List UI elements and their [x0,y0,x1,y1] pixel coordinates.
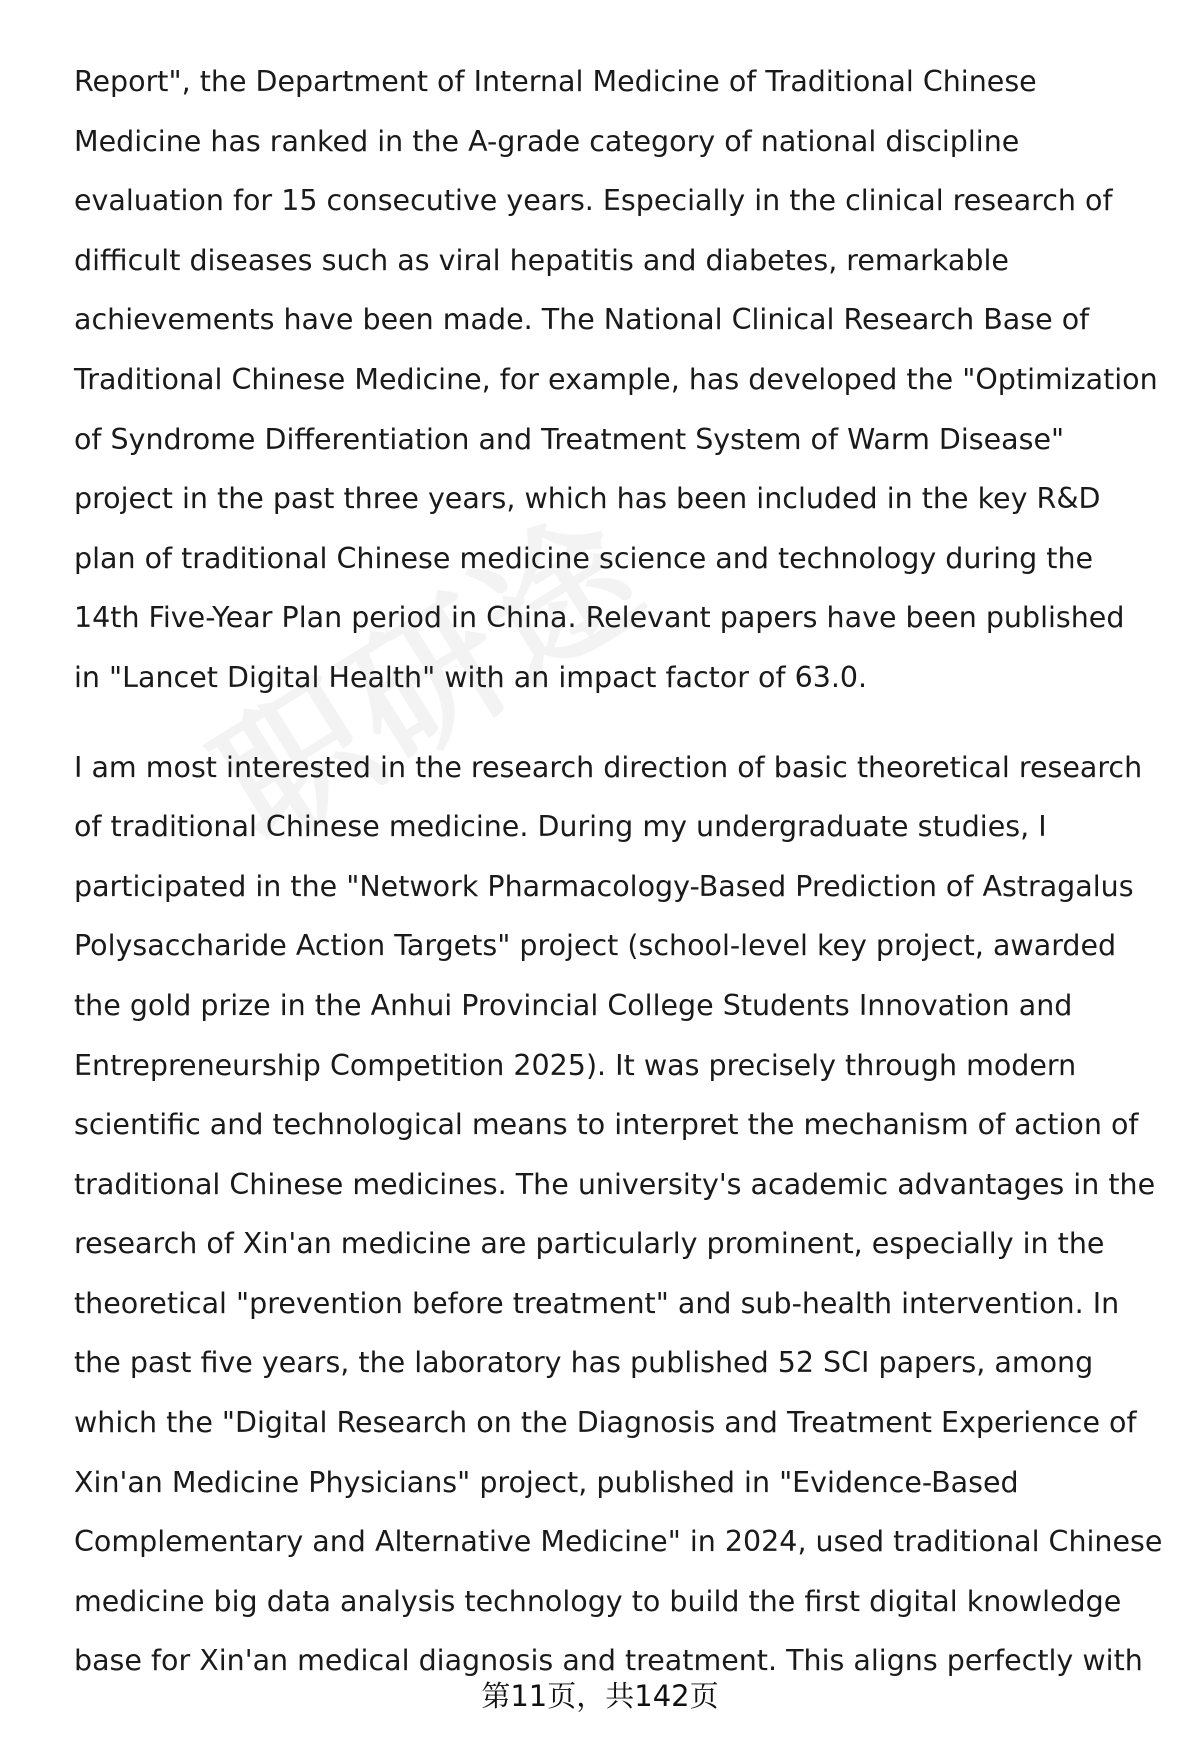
text-line: traditional Chinese medicines. The university's academic advantages in the [74,1167,1156,1201]
text-line: Polysaccharide Action Targets" project (school-level key project, awarded [74,929,1117,963]
text-line: Report", the Department of Internal Medicine of Traditional Chinese [74,65,1037,98]
text-line: Medicine has ranked in the A-grade category of national discipline [74,124,1020,158]
text-line: theoretical "prevention before treatment" and sub-health intervention. In [74,1286,1120,1320]
paragraph-spacer [74,708,1169,738]
text-line: of traditional Chinese medicine. During my undergraduate studies, I [74,810,1047,844]
text-line: of Syndrome Differentiation and Treatment System of Warm Disease" [74,422,1065,456]
text-line: participated in the "Network Pharmacology-Based Prediction of Astragalus [74,869,1134,903]
text-line: achievements have been made. The National Clinical Research Base of [74,303,1090,337]
text-line: scientific and technological means to interpret the mechanism of action of [74,1108,1139,1142]
text-line: project in the past three years, which has been included in the key R&D [74,482,1101,516]
text-line: plan of traditional Chinese medicine science and technology during the [74,541,1094,575]
text-line: in "Lancet Digital Health" with an impact factor of 63.0. [74,660,868,694]
text-line: Xin'an Medicine Physicians" project, published in "Evidence-Based [74,1465,1019,1499]
text-line: base for Xin'an medical diagnosis and treatment. This aligns perfectly with [74,1644,1143,1678]
text-line: Traditional Chinese Medicine, for example, has developed the "Optimization [74,362,1158,396]
text-line: research of Xin'an medicine are particularly prominent, especially in the [74,1227,1105,1261]
body-text [74,52,1169,1691]
text-line: difficult diseases such as viral hepatitis and diabetes, remarkable [74,243,1009,277]
page-number: 第11页，共142页 [481,1679,719,1713]
text-line: Entrepreneurship Competition 2025). It was precisely through modern [74,1048,1077,1082]
text-line: 14th Five-Year Plan period in China. Relevant papers have been published [74,601,1125,635]
text-line: the past five years, the laboratory has published 52 SCI papers, among [74,1346,1094,1380]
text-line: Complementary and Alternative Medicine" in 2024, used traditional Chinese [74,1525,1163,1559]
paragraph-2 [74,738,1169,1692]
text-line: the gold prize in the Anhui Provincial College Students Innovation and [74,988,1073,1022]
text-line: medicine big data analysis technology to build the first digital knowledge [74,1584,1122,1618]
text-line: evaluation for 15 consecutive years. Especially in the clinical research of [74,184,1113,218]
text-line: I am most interested in the research direction of basic theoretical research [74,750,1143,784]
paragraph-1 [74,52,1169,708]
text-line: which the "Digital Research on the Diagnosis and Treatment Experience of [74,1406,1137,1440]
